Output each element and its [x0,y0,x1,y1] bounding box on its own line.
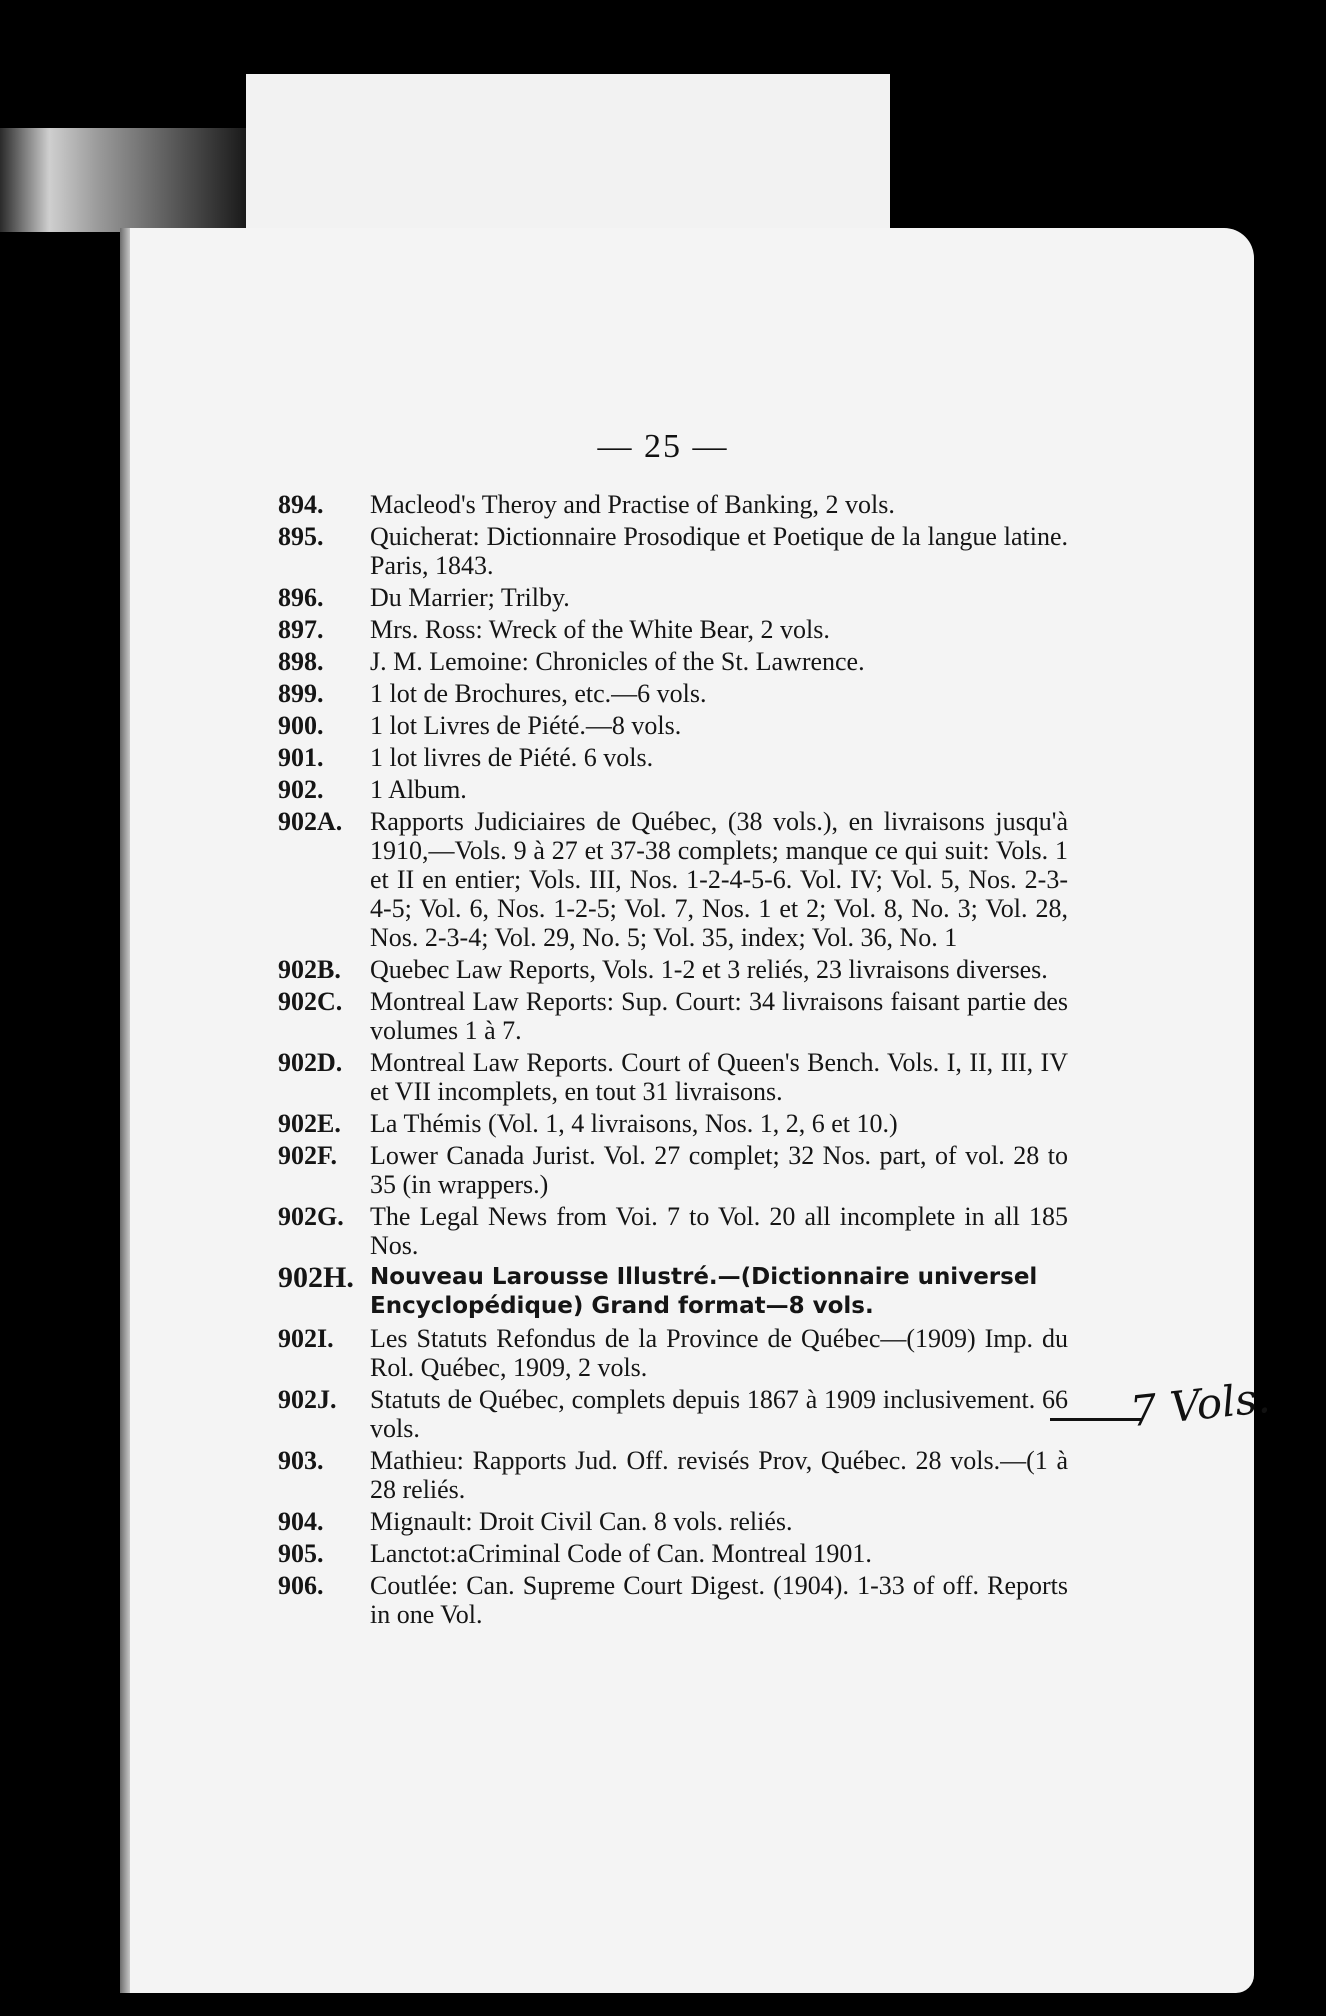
catalog-entry [278,1385,1068,1443]
catalog-entry [278,711,1068,740]
catalog-entry [278,1507,1068,1536]
entry-text: Mignault: Droit Civil Can. 8 vols. reliés. [370,1507,793,1536]
entry-number: 899. [278,679,324,708]
entry-number: 895. [278,522,324,551]
entry-text: 1 lot Livres de Piété.—8 vols. [370,711,682,740]
entry-text: 1 lot de Brochures, etc.—6 vols. [370,679,707,708]
catalog-entry [278,1446,1068,1504]
catalog-entry [278,1324,1068,1382]
entry-number: 898. [278,647,324,676]
binding-strip [0,128,246,232]
catalog-entry [278,775,1068,804]
entry-text: Montreal Law Reports. Court of Queen's Bench. Vols. I, II, III, IV et VII incomplets, en tout 31 livraisons. [370,1048,1068,1106]
catalog-entry [278,1263,1068,1321]
entry-number: 901. [278,743,324,772]
entry-text: La Thémis (Vol. 1, 4 livraisons, Nos. 1, 2, 6 et 10.) [370,1109,898,1138]
entry-number: 902. [278,775,324,804]
entry-text: 1 Album. [370,775,467,804]
entry-text: Mrs. Ross: Wreck of the White Bear, 2 vols. [370,615,830,644]
entry-text: Statuts de Québec, complets depuis 1867 à 1909 inclusivement. 66 vols. [370,1385,1068,1443]
catalog-entry [278,583,1068,612]
catalog-entry [278,1539,1068,1568]
entry-text: Quicherat: Dictionnaire Prosodique et Poetique de la langue latine. Paris, 1843. [370,522,1068,580]
entry-number: 902H. [278,1261,354,1294]
catalog-entry [278,647,1068,676]
entry-number: 906. [278,1571,324,1600]
catalog-entry [278,743,1068,772]
entry-number: 894. [278,490,324,519]
entry-number: 902B. [278,955,341,984]
entry-number: 902G. [278,1202,344,1231]
catalog-entry [278,490,1068,519]
entry-number: 905. [278,1539,324,1568]
entry-text: The Legal News from Voi. 7 to Vol. 20 all incomplete in all 185 Nos. [370,1202,1068,1260]
catalog-entry [278,1202,1068,1260]
entry-text: Coutlée: Can. Supreme Court Digest. (1904). 1-33 of off. Reports in one Vol. [370,1571,1068,1629]
catalog-entry [278,987,1068,1045]
entry-number: 902I. [278,1324,334,1353]
catalog-entry [278,615,1068,644]
entry-number: 902J. [278,1385,337,1414]
catalog-entry [278,1048,1068,1106]
entry-text: Nouveau Larousse Illustré.—(Dictionnaire universel Encyclopédique) Grand format—8 vols. [370,1264,1038,1319]
catalog-entry [278,522,1068,580]
entry-text: Lanctot:aCriminal Code of Can. Montreal 1901. [370,1539,872,1568]
handwritten-annotation: 7 Vols. [1127,1372,1273,1437]
entry-number: 902E. [278,1109,341,1138]
entry-number: 903. [278,1446,324,1475]
catalog-entry [278,1141,1068,1199]
entry-number: 902C. [278,987,343,1016]
entry-number: 902A. [278,807,343,836]
entry-number: 896. [278,583,324,612]
entry-text: J. M. Lemoine: Chronicles of the St. Lawrence. [370,647,865,676]
catalog-entry [278,1571,1068,1629]
entry-text: Du Marrier; Trilby. [370,583,570,612]
catalog-entry [278,679,1068,708]
entry-text: Les Statuts Refondus de la Province de Québec—(1909) Imp. du Rol. Québec, 1909, 2 vols. [370,1324,1068,1382]
entry-number: 900. [278,711,324,740]
catalog-entry [278,1109,1068,1138]
entry-number: 904. [278,1507,324,1536]
entry-number: 902F. [278,1141,337,1170]
entry-text: Mathieu: Rapports Jud. Off. revisés Prov, Québec. 28 vols.—(1 à 28 reliés. [370,1446,1068,1504]
entry-text: Quebec Law Reports, Vols. 1-2 et 3 reliés, 23 livraisons diverses. [370,955,1048,984]
handwritten-underline [1050,1418,1142,1421]
catalog-entry [278,955,1068,984]
entry-text: Rapports Judiciaires de Québec, (38 vols.), en livraisons jusqu'à 1910,—Vols. 9 à 27 et 37-38 complets; manque ce qui suit: Vols. 1 et II en entier; Vols. III, Nos. 1-2-4-5-6. Vol. IV; Vol. 5, Nos. 2-3-4-5; Vol. 6, Nos. 1-2-5; Vol. 7, Nos. 1 et 2; Vol. 8, No. 3; Vol. 28, Nos. 2-3-4; Vol. 29, No. 5; Vol. 35, index; Vol. 36, No. 1 [370,807,1068,952]
catalog-entries [278,490,1068,1632]
page-number: — 25 — [597,428,729,465]
entry-text: Montreal Law Reports: Sup. Court: 34 livraisons faisant partie des volumes 1 à 7. [370,987,1068,1045]
top-paper-sheet [246,74,890,234]
page-left-edge [120,228,130,1993]
entry-number: 902D. [278,1048,343,1077]
catalog-entry [278,807,1068,952]
entry-text: Lower Canada Jurist. Vol. 27 complet; 32 Nos. part, of vol. 28 to 35 (in wrappers.) [370,1141,1068,1199]
entry-text: Macleod's Theroy and Practise of Banking, 2 vols. [370,490,895,519]
entry-number: 897. [278,615,324,644]
entry-text: 1 lot livres de Piété. 6 vols. [370,743,654,772]
